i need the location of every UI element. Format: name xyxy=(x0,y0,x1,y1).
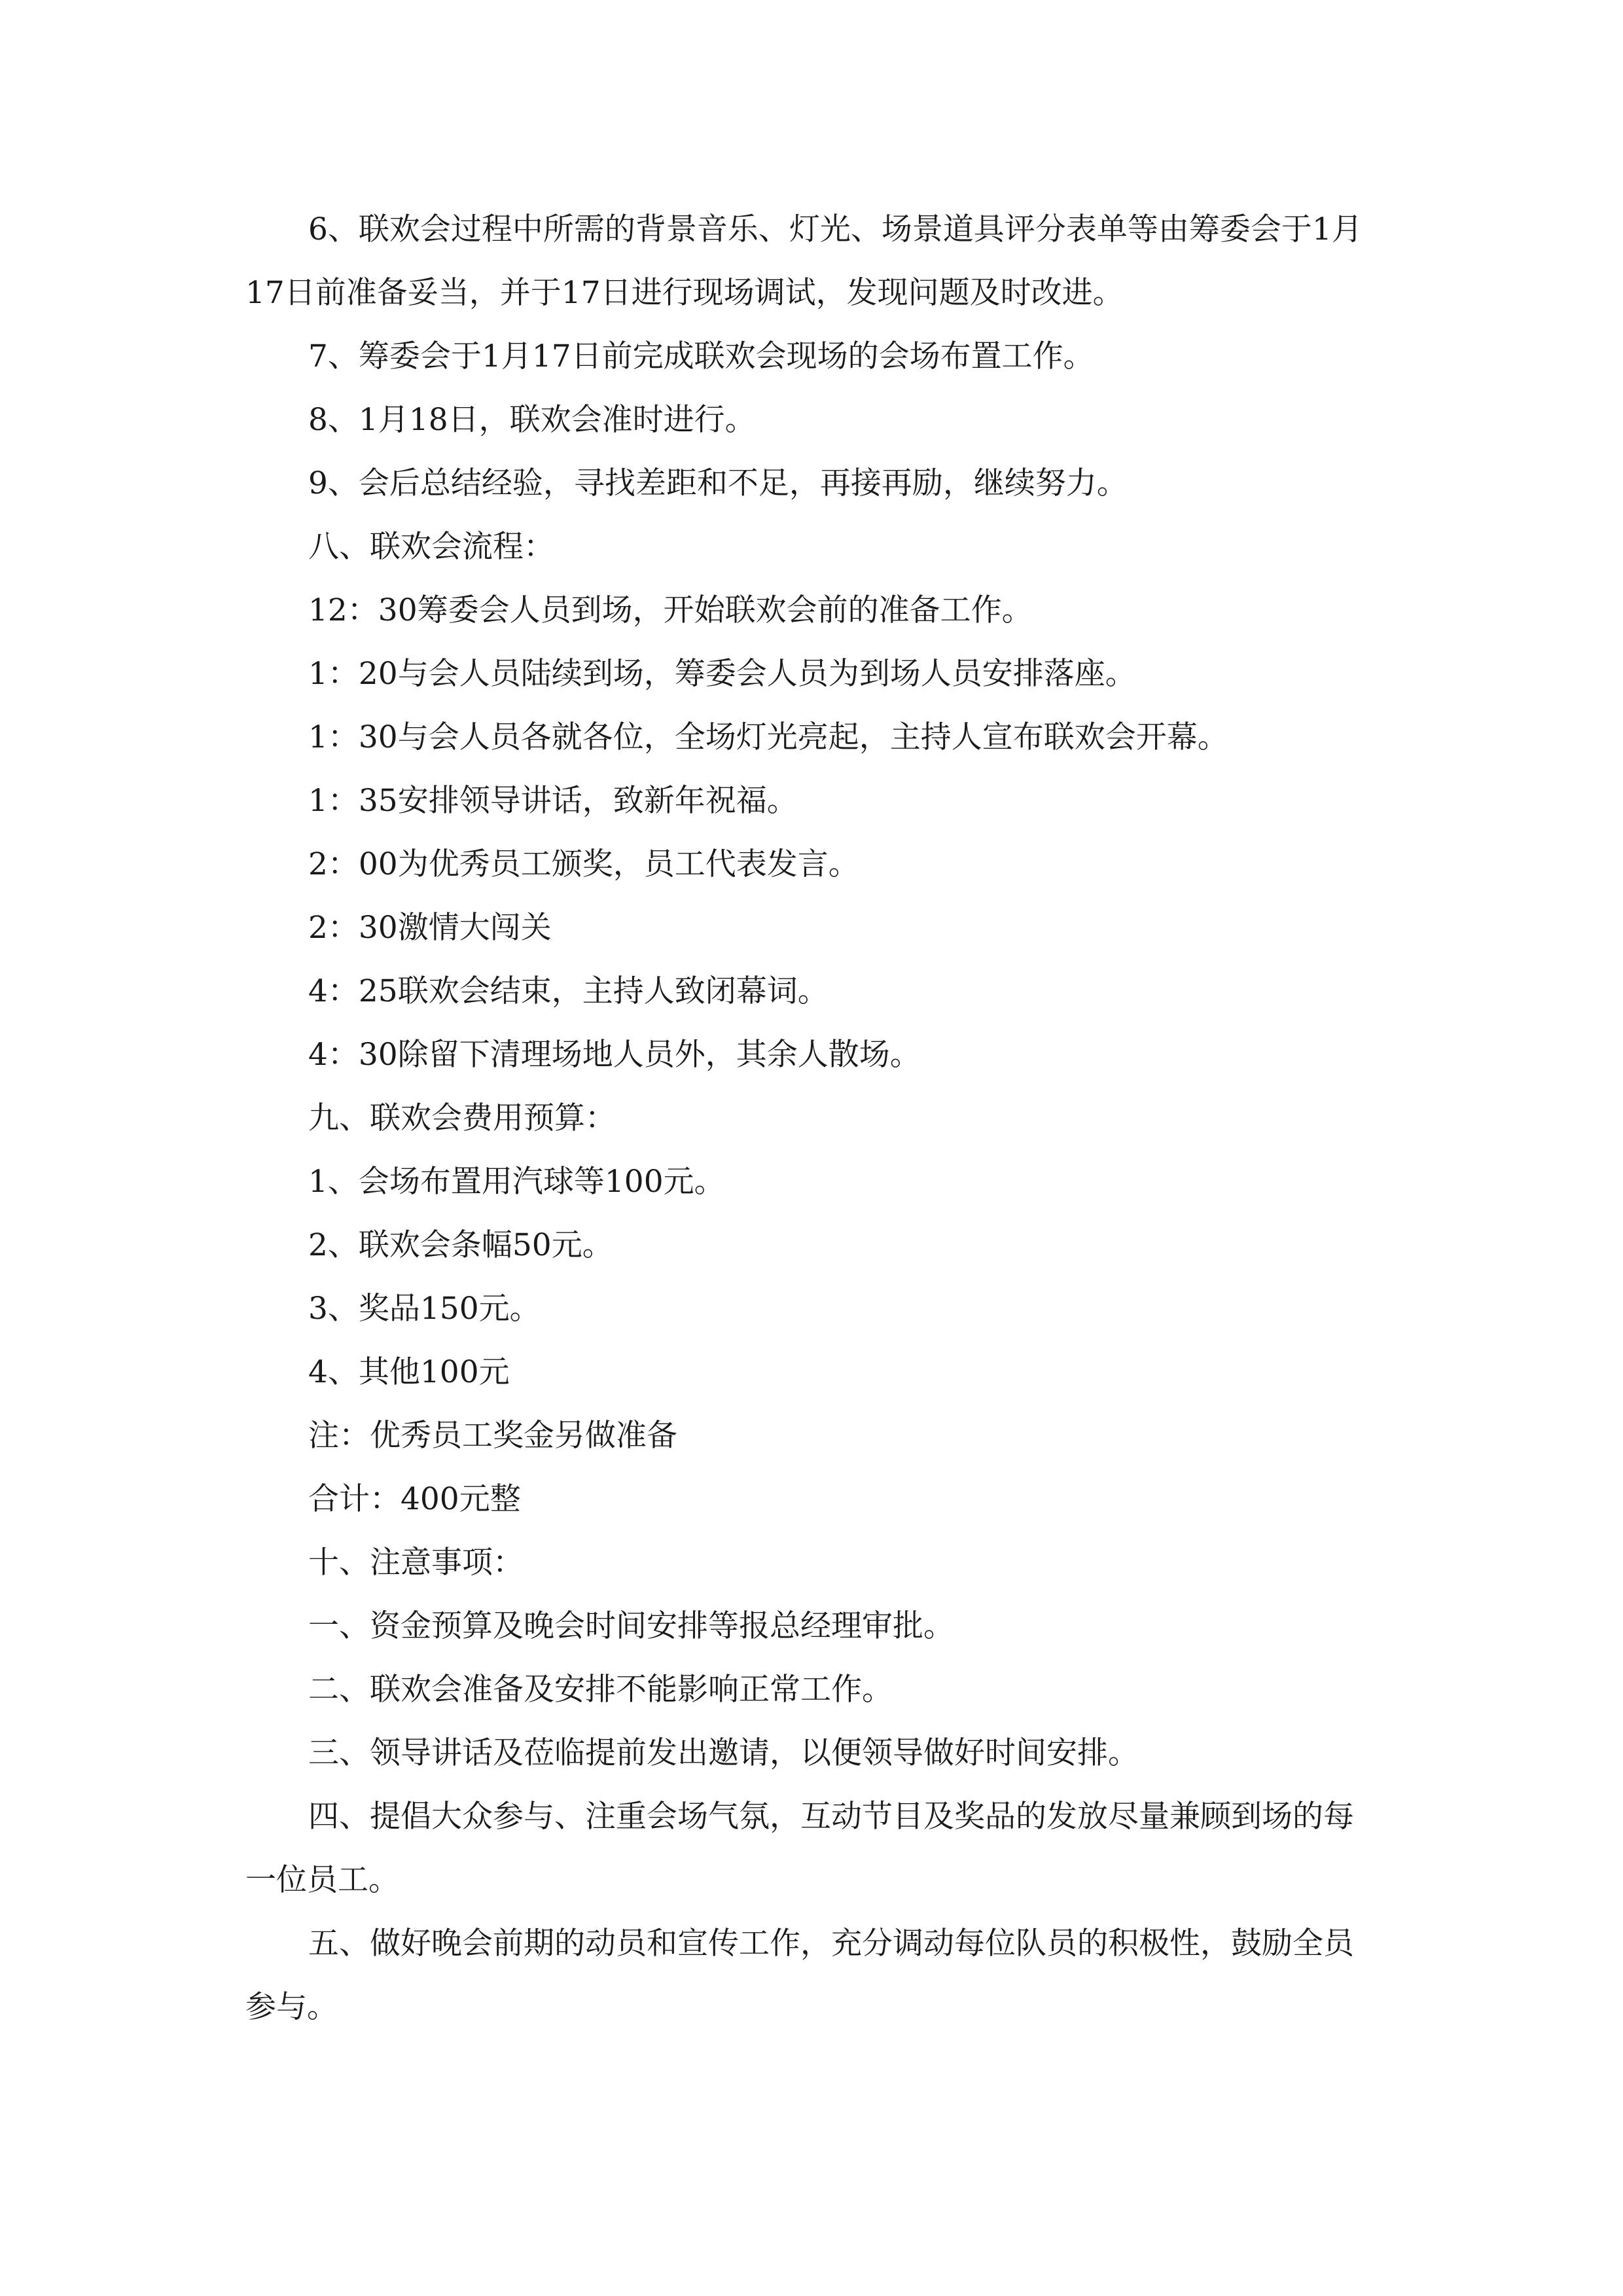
document-body xyxy=(245,198,1381,2039)
paragraph-schedule-item-8: 8、1月18日，联欢会准时进行。 xyxy=(308,402,756,438)
budget-item: 4、其他100元 xyxy=(308,1354,510,1390)
paragraph-schedule-item-9: 9、会后总结经验，寻找差距和不足，再接再励，继续努力。 xyxy=(308,465,1128,501)
notes-item: 五、做好晚会前期的动员和宣传工作，充分调动每位队员的积极性，鼓励全员参与。 xyxy=(245,1926,1354,2025)
section-heading-budget: 九、联欢会费用预算： xyxy=(308,1100,616,1136)
section-heading-notes: 十、注意事项： xyxy=(308,1545,524,1581)
budget-item: 3、奖品150元。 xyxy=(308,1291,541,1327)
program-flow-item: 1：30与会人员各就各位，全场灯光亮起，主持人宣布联欢会开幕。 xyxy=(308,719,1228,755)
program-flow-item: 1：35安排领导讲话，致新年祝福。 xyxy=(308,783,798,819)
program-flow-item: 1：20与会人员陆续到场，筹委会人员为到场人员安排落座。 xyxy=(308,656,1136,692)
notes-item: 一、资金预算及晚会时间安排等报总经理审批。 xyxy=(308,1608,954,1644)
program-flow-item: 2：30激情大闯关 xyxy=(308,910,552,946)
program-flow-item: 4：30除留下清理场地人员外，其余人散场。 xyxy=(308,1037,921,1073)
budget-total: 合计：400元整 xyxy=(308,1481,521,1517)
budget-item: 2、联欢会条幅50元。 xyxy=(308,1227,613,1263)
paragraph-schedule-item-6: 6、联欢会过程中所需的背景音乐、灯光、场景道具评分表单等由筹委会于1月17日前准备妥当，并于17日进行现场调试，发现问题及时改进。 xyxy=(245,211,1363,311)
program-flow-item: 12：30筹委会人员到场，开始联欢会前的准备工作。 xyxy=(308,592,1033,628)
notes-item: 二、联欢会准备及安排不能影响正常工作。 xyxy=(308,1672,893,1708)
program-flow-item: 2：00为优秀员工颁奖，员工代表发言。 xyxy=(308,846,859,882)
paragraph-schedule-item-7: 7、筹委会于1月17日前完成联欢会现场的会场布置工作。 xyxy=(308,338,1094,374)
notes-item: 三、领导讲话及莅临提前发出邀请，以便领导做好时间安排。 xyxy=(308,1735,1139,1771)
notes-item: 四、提倡大众参与、注重会场气氛，互动节目及奖品的发放尽量兼顾到场的每一位员工。 xyxy=(245,1799,1354,1898)
section-heading-program-flow: 八、联欢会流程： xyxy=(308,529,554,565)
budget-item: 1、会场布置用汽球等100元。 xyxy=(308,1164,725,1200)
program-flow-item: 4：25联欢会结束，主持人致闭幕词。 xyxy=(308,973,829,1009)
budget-note: 注：优秀员工奖金另做准备 xyxy=(308,1418,677,1454)
